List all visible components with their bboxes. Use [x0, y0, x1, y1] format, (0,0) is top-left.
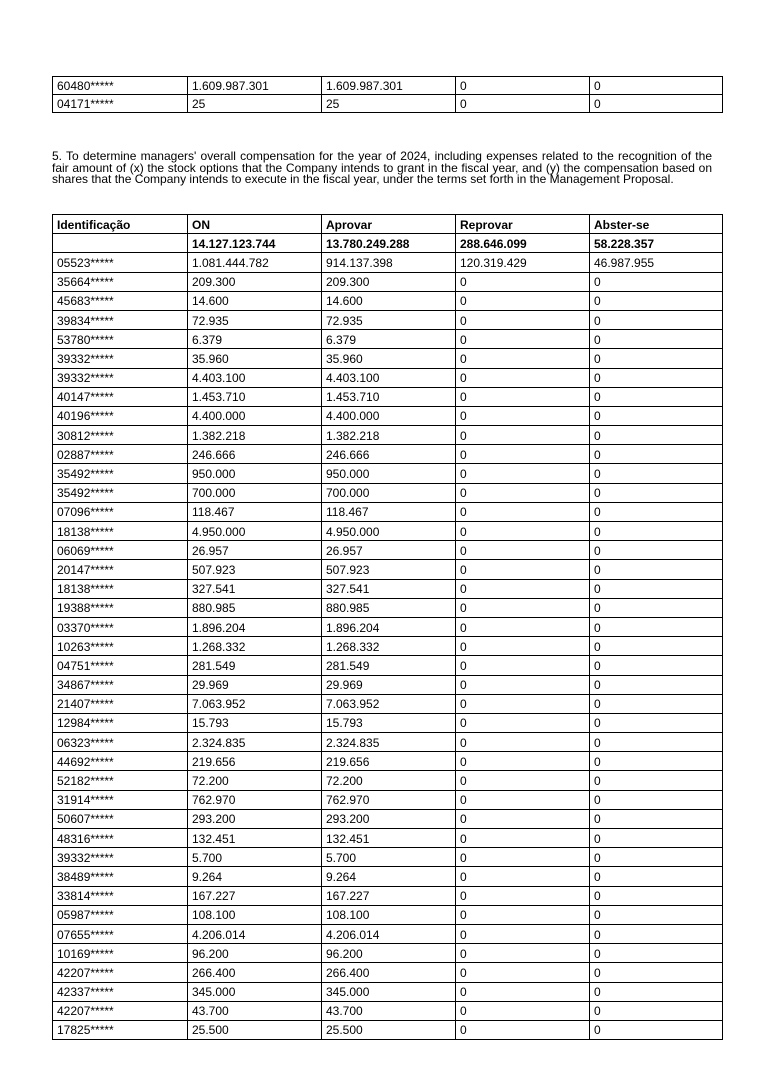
cell-on: 6.379 [188, 330, 322, 349]
cell-reprovar: 0 [456, 905, 590, 924]
cell-identificacao: 48316***** [53, 829, 188, 848]
cell-reprovar: 0 [456, 598, 590, 617]
cell-identificacao: 10263***** [53, 637, 188, 656]
cell-aprovar: 209.300 [322, 272, 456, 291]
table-row [53, 330, 723, 349]
cell-abster-se: 0 [590, 675, 723, 694]
table-row [53, 982, 723, 1001]
table-row [53, 848, 723, 867]
cell-on: 72.935 [188, 310, 322, 329]
cell-abster-se: 0 [590, 426, 723, 445]
cell-identificacao: 39332***** [53, 349, 188, 368]
cell-abster-se: 0 [590, 867, 723, 886]
cell-on: 5.700 [188, 848, 322, 867]
cell-abster-se: 0 [590, 502, 723, 521]
cell-identificacao: 33814***** [53, 886, 188, 905]
vote-table-totals-row [53, 234, 723, 253]
cell-abster-se: 46.987.955 [590, 253, 723, 272]
cell-identificacao: 18138***** [53, 522, 188, 541]
cell-aprovar: 9.264 [322, 867, 456, 886]
cell-identificacao: 52182***** [53, 771, 188, 790]
cell-aprovar: 1.896.204 [322, 617, 456, 636]
table-row [53, 675, 723, 694]
cell-on: 7.063.952 [188, 694, 322, 713]
cell-identificacao: 34867***** [53, 675, 188, 694]
cell-on: 345.000 [188, 982, 322, 1001]
table-row [53, 445, 723, 464]
cell-on: 1.896.204 [188, 617, 322, 636]
cell-reprovar: 0 [456, 95, 590, 113]
cell-on: 108.100 [188, 905, 322, 924]
table-row [53, 406, 723, 425]
cell-on: 209.300 [188, 272, 322, 291]
cell-on: 35.960 [188, 349, 322, 368]
cell-reprovar: 0 [456, 541, 590, 560]
table-row [53, 924, 723, 943]
cell-on: 880.985 [188, 598, 322, 617]
cell-aprovar: 762.970 [322, 790, 456, 809]
table-row [53, 617, 723, 636]
cell-reprovar: 0 [456, 349, 590, 368]
cell-abster-se: 0 [590, 464, 723, 483]
cell-abster-se: 0 [590, 982, 723, 1001]
table-row [53, 1020, 723, 1039]
cell-identificacao: 07096***** [53, 502, 188, 521]
table-row [53, 77, 723, 95]
cell-identificacao: 53780***** [53, 330, 188, 349]
cell-on: 281.549 [188, 656, 322, 675]
cell-on: 14.600 [188, 291, 322, 310]
table-row [53, 809, 723, 828]
cell-aprovar: 43.700 [322, 1001, 456, 1020]
table-row [53, 560, 723, 579]
cell-identificacao: 45683***** [53, 291, 188, 310]
cell-reprovar: 0 [456, 387, 590, 406]
cell-aprovar: 1.382.218 [322, 426, 456, 445]
cell-identificacao: 05987***** [53, 905, 188, 924]
cell-abster-se: 0 [590, 713, 723, 732]
cell-aprovar: 507.923 [322, 560, 456, 579]
cell-reprovar: 0 [456, 694, 590, 713]
cell-identificacao: 21407***** [53, 694, 188, 713]
cell-abster-se: 0 [590, 656, 723, 675]
table-row [53, 694, 723, 713]
cell-reprovar: 0 [456, 560, 590, 579]
cell-on: 26.957 [188, 541, 322, 560]
cell-on: 246.666 [188, 445, 322, 464]
cell-reprovar: 0 [456, 1001, 590, 1020]
table-row [53, 579, 723, 598]
table-row [53, 771, 723, 790]
cell-identificacao: 02887***** [53, 445, 188, 464]
cell-on: 25.500 [188, 1020, 322, 1039]
cell-aprovar: 345.000 [322, 982, 456, 1001]
cell-aprovar: 327.541 [322, 579, 456, 598]
cell-reprovar: 0 [456, 809, 590, 828]
cell-reprovar: 0 [456, 886, 590, 905]
cell-identificacao: 39332***** [53, 368, 188, 387]
table-row [53, 829, 723, 848]
table-row [53, 713, 723, 732]
header-on: ON [188, 215, 322, 234]
cell-abster-se: 0 [590, 1001, 723, 1020]
cell-identificacao: 04171***** [53, 95, 188, 113]
cell-identificacao: 35492***** [53, 483, 188, 502]
cell-on: 266.400 [188, 963, 322, 982]
cell-abster-se: 0 [590, 483, 723, 502]
cell-on: 327.541 [188, 579, 322, 598]
resolution-5-text: 5. To determine managers' overall compensation for the year of 2024, including expenses related to the recognition of the fair amount of (x) the stock options that the Company intends to grant in the fiscal year, and (y) the compensation based on shares that the Company intends to execute in the fiscal year, under the terms set forth in the Management Proposal. [52, 149, 712, 186]
table-row [53, 310, 723, 329]
cell-aprovar: 1.268.332 [322, 637, 456, 656]
cell-reprovar: 0 [456, 752, 590, 771]
cell-reprovar: 0 [456, 656, 590, 675]
cell-on: 1.382.218 [188, 426, 322, 445]
cell-reprovar: 0 [456, 445, 590, 464]
cell-identificacao: 30812***** [53, 426, 188, 445]
cell-reprovar: 0 [456, 982, 590, 1001]
cell-on: 1.609.987.301 [188, 77, 322, 95]
cell-on: 25 [188, 95, 322, 113]
cell-aprovar: 880.985 [322, 598, 456, 617]
cell-identificacao: 31914***** [53, 790, 188, 809]
cell-identificacao: 20147***** [53, 560, 188, 579]
cell-identificacao: 18138***** [53, 579, 188, 598]
table-row [53, 905, 723, 924]
cell-abster-se: 0 [590, 829, 723, 848]
table-row [53, 522, 723, 541]
vote-table-body [53, 253, 723, 1040]
cell-abster-se: 0 [590, 560, 723, 579]
cell-abster-se: 0 [590, 445, 723, 464]
cell-aprovar: 219.656 [322, 752, 456, 771]
cell-aprovar: 293.200 [322, 809, 456, 828]
header-abster-se: Abster-se [590, 215, 723, 234]
cell-identificacao: 39834***** [53, 310, 188, 329]
cell-reprovar: 0 [456, 790, 590, 809]
cell-abster-se: 0 [590, 944, 723, 963]
cell-on: 4.206.014 [188, 924, 322, 943]
cell-identificacao: 40147***** [53, 387, 188, 406]
cell-identificacao: 38489***** [53, 867, 188, 886]
cell-reprovar: 0 [456, 579, 590, 598]
cell-reprovar: 0 [456, 675, 590, 694]
cell-on: 1.453.710 [188, 387, 322, 406]
cell-abster-se: 0 [590, 406, 723, 425]
cell-aprovar: 281.549 [322, 656, 456, 675]
cell-on: 1.268.332 [188, 637, 322, 656]
header-identificacao: Identificação [53, 215, 188, 234]
cell-aprovar: 25.500 [322, 1020, 456, 1039]
cell-aprovar: 1.453.710 [322, 387, 456, 406]
cell-abster-se: 0 [590, 905, 723, 924]
cell-reprovar: 0 [456, 310, 590, 329]
cell-identificacao: 07655***** [53, 924, 188, 943]
cell-abster-se: 0 [590, 924, 723, 943]
cell-reprovar: 0 [456, 522, 590, 541]
cell-aprovar: 35.960 [322, 349, 456, 368]
cell-abster-se: 0 [590, 368, 723, 387]
cell-reprovar: 0 [456, 848, 590, 867]
cell-identificacao: 03370***** [53, 617, 188, 636]
table-row [53, 790, 723, 809]
cell-aprovar: 29.969 [322, 675, 456, 694]
cell-aprovar: 118.467 [322, 502, 456, 521]
cell-aprovar: 4.403.100 [322, 368, 456, 387]
cell-on: 15.793 [188, 713, 322, 732]
cell-abster-se: 0 [590, 291, 723, 310]
table-row [53, 272, 723, 291]
cell-on: 700.000 [188, 483, 322, 502]
cell-on: 4.400.000 [188, 406, 322, 425]
table-row [53, 291, 723, 310]
cell-identificacao: 10169***** [53, 944, 188, 963]
total-identificacao [53, 234, 188, 253]
cell-identificacao: 12984***** [53, 713, 188, 732]
resolution-5-vote-table [52, 214, 723, 1040]
table-row [53, 656, 723, 675]
cell-on: 4.950.000 [188, 522, 322, 541]
cell-abster-se: 0 [590, 598, 723, 617]
cell-abster-se: 0 [590, 637, 723, 656]
cell-identificacao: 60480***** [53, 77, 188, 95]
cell-reprovar: 0 [456, 617, 590, 636]
cell-identificacao: 42207***** [53, 1001, 188, 1020]
table-row [53, 1001, 723, 1020]
total-reprovar: 288.646.099 [456, 234, 590, 253]
cell-aprovar: 25 [322, 95, 456, 113]
cell-abster-se: 0 [590, 522, 723, 541]
cell-abster-se: 0 [590, 790, 723, 809]
cell-identificacao: 39332***** [53, 848, 188, 867]
cell-identificacao: 17825***** [53, 1020, 188, 1039]
table-row [53, 867, 723, 886]
table-row [53, 349, 723, 368]
cell-abster-se: 0 [590, 349, 723, 368]
cell-aprovar: 6.379 [322, 330, 456, 349]
cell-identificacao: 19388***** [53, 598, 188, 617]
cell-abster-se: 0 [590, 330, 723, 349]
cell-on: 167.227 [188, 886, 322, 905]
vote-table-header-row [53, 215, 723, 234]
cell-on: 293.200 [188, 809, 322, 828]
cell-abster-se: 0 [590, 617, 723, 636]
cell-reprovar: 0 [456, 771, 590, 790]
cell-aprovar: 2.324.835 [322, 733, 456, 752]
cell-reprovar: 0 [456, 829, 590, 848]
cell-identificacao: 50607***** [53, 809, 188, 828]
cell-reprovar: 0 [456, 713, 590, 732]
cell-identificacao: 42207***** [53, 963, 188, 982]
cell-on: 1.081.444.782 [188, 253, 322, 272]
table-row [53, 483, 723, 502]
cell-identificacao: 06323***** [53, 733, 188, 752]
cell-aprovar: 4.400.000 [322, 406, 456, 425]
cell-on: 2.324.835 [188, 733, 322, 752]
cell-aprovar: 4.206.014 [322, 924, 456, 943]
table-row [53, 464, 723, 483]
table-row [53, 733, 723, 752]
vote-table-head [53, 215, 723, 253]
cell-abster-se: 0 [590, 541, 723, 560]
cell-abster-se: 0 [590, 77, 723, 95]
table-row [53, 886, 723, 905]
cell-on: 118.467 [188, 502, 322, 521]
cell-reprovar: 0 [456, 368, 590, 387]
cell-reprovar: 0 [456, 77, 590, 95]
cell-identificacao: 35492***** [53, 464, 188, 483]
cell-aprovar: 4.950.000 [322, 522, 456, 541]
table-row [53, 598, 723, 617]
table-row [53, 387, 723, 406]
cell-aprovar: 7.063.952 [322, 694, 456, 713]
cell-reprovar: 0 [456, 733, 590, 752]
table-row [53, 368, 723, 387]
cell-identificacao: 40196***** [53, 406, 188, 425]
cell-aprovar: 167.227 [322, 886, 456, 905]
cell-reprovar: 0 [456, 272, 590, 291]
cell-aprovar: 26.957 [322, 541, 456, 560]
cell-aprovar: 96.200 [322, 944, 456, 963]
cell-reprovar: 0 [456, 944, 590, 963]
cell-on: 96.200 [188, 944, 322, 963]
header-aprovar: Aprovar [322, 215, 456, 234]
cell-aprovar: 108.100 [322, 905, 456, 924]
cell-abster-se: 0 [590, 310, 723, 329]
cell-aprovar: 72.200 [322, 771, 456, 790]
cell-reprovar: 0 [456, 464, 590, 483]
cell-abster-se: 0 [590, 752, 723, 771]
cell-abster-se: 0 [590, 95, 723, 113]
total-aprovar: 13.780.249.288 [322, 234, 456, 253]
cell-reprovar: 0 [456, 406, 590, 425]
cell-on: 762.970 [188, 790, 322, 809]
cell-on: 219.656 [188, 752, 322, 771]
cell-abster-se: 0 [590, 272, 723, 291]
cell-aprovar: 950.000 [322, 464, 456, 483]
cell-reprovar: 0 [456, 502, 590, 521]
cell-reprovar: 0 [456, 963, 590, 982]
cell-on: 9.264 [188, 867, 322, 886]
cell-abster-se: 0 [590, 886, 723, 905]
cell-aprovar: 132.451 [322, 829, 456, 848]
cell-reprovar: 120.319.429 [456, 253, 590, 272]
cell-on: 132.451 [188, 829, 322, 848]
total-abster-se: 58.228.357 [590, 234, 723, 253]
cell-abster-se: 0 [590, 694, 723, 713]
total-on: 14.127.123.744 [188, 234, 322, 253]
cell-aprovar: 246.666 [322, 445, 456, 464]
cell-aprovar: 14.600 [322, 291, 456, 310]
table-row [53, 963, 723, 982]
header-reprovar: Reprovar [456, 215, 590, 234]
cell-reprovar: 0 [456, 867, 590, 886]
cell-reprovar: 0 [456, 637, 590, 656]
cell-on: 507.923 [188, 560, 322, 579]
cell-reprovar: 0 [456, 924, 590, 943]
cell-aprovar: 1.609.987.301 [322, 77, 456, 95]
cell-on: 72.200 [188, 771, 322, 790]
cell-on: 950.000 [188, 464, 322, 483]
cell-aprovar: 700.000 [322, 483, 456, 502]
table-row [53, 752, 723, 771]
cell-abster-se: 0 [590, 848, 723, 867]
table-row [53, 944, 723, 963]
cell-reprovar: 0 [456, 426, 590, 445]
cell-aprovar: 914.137.398 [322, 253, 456, 272]
cell-abster-se: 0 [590, 733, 723, 752]
table-row [53, 541, 723, 560]
cell-identificacao: 05523***** [53, 253, 188, 272]
table-row [53, 253, 723, 272]
cell-on: 29.969 [188, 675, 322, 694]
cell-on: 43.700 [188, 1001, 322, 1020]
cell-identificacao: 06069***** [53, 541, 188, 560]
cell-aprovar: 15.793 [322, 713, 456, 732]
continued-vote-table-body [53, 77, 723, 113]
cell-abster-se: 0 [590, 771, 723, 790]
cell-identificacao: 44692***** [53, 752, 188, 771]
table-row [53, 95, 723, 113]
cell-abster-se: 0 [590, 579, 723, 598]
cell-identificacao: 42337***** [53, 982, 188, 1001]
cell-reprovar: 0 [456, 291, 590, 310]
cell-reprovar: 0 [456, 1020, 590, 1039]
table-row [53, 502, 723, 521]
cell-reprovar: 0 [456, 330, 590, 349]
cell-identificacao: 35664***** [53, 272, 188, 291]
cell-abster-se: 0 [590, 963, 723, 982]
table-row [53, 637, 723, 656]
cell-abster-se: 0 [590, 1020, 723, 1039]
cell-abster-se: 0 [590, 387, 723, 406]
cell-reprovar: 0 [456, 483, 590, 502]
cell-aprovar: 72.935 [322, 310, 456, 329]
continued-vote-table [52, 76, 723, 113]
table-row [53, 426, 723, 445]
cell-abster-se: 0 [590, 809, 723, 828]
cell-on: 4.403.100 [188, 368, 322, 387]
cell-aprovar: 5.700 [322, 848, 456, 867]
cell-aprovar: 266.400 [322, 963, 456, 982]
cell-identificacao: 04751***** [53, 656, 188, 675]
